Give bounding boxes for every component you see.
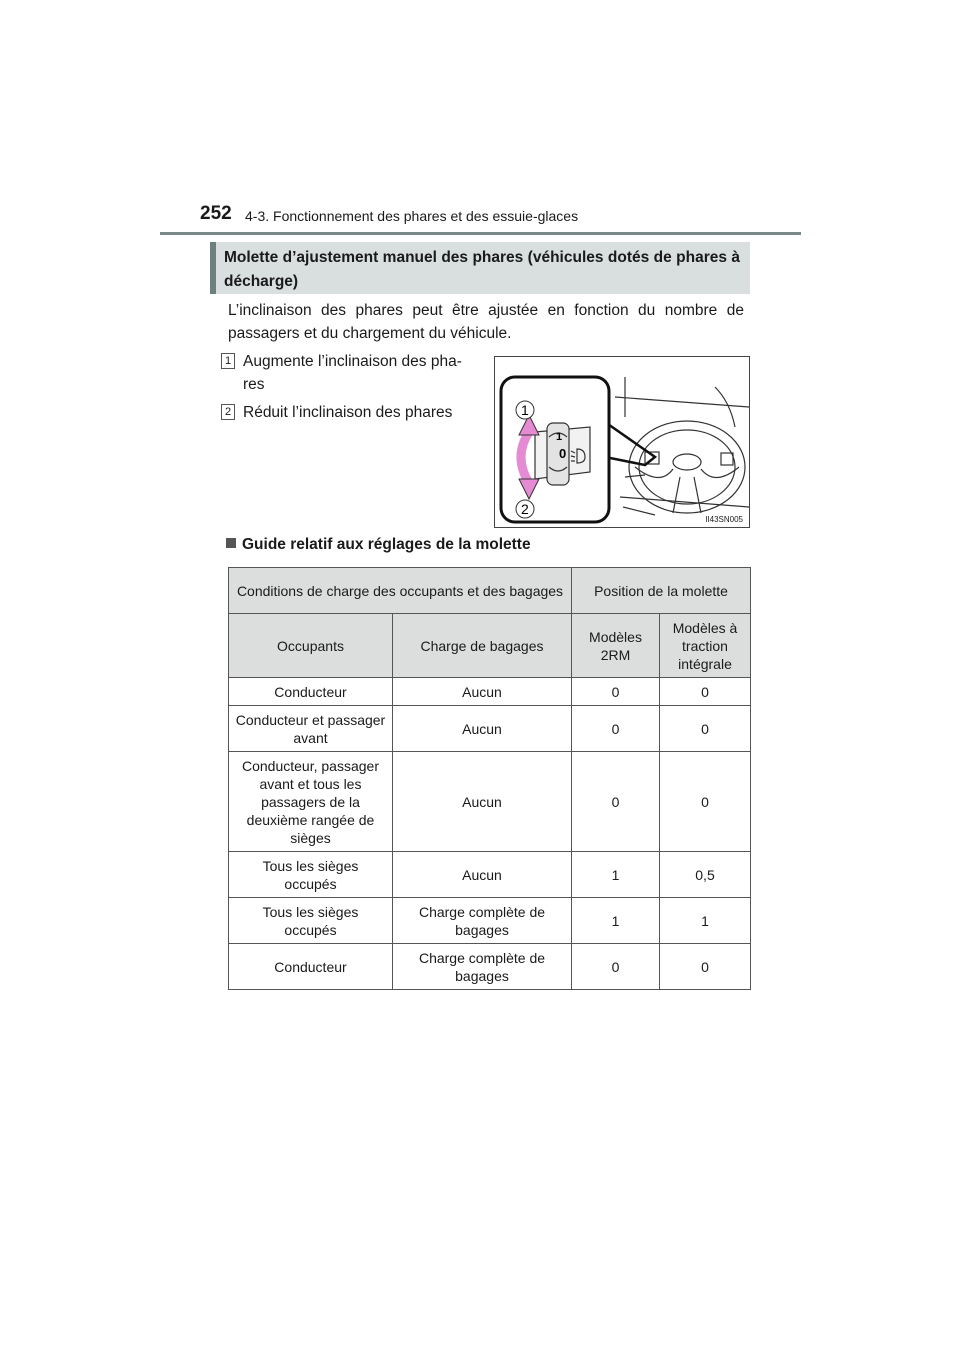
- item-1-line2: res: [243, 376, 265, 393]
- guide-title: Guide relatif aux réglages de la molette: [242, 536, 531, 553]
- section-title-box: [210, 242, 750, 294]
- cell-luggage: Aucun: [393, 852, 572, 898]
- table-row: [229, 678, 751, 706]
- table-row: [229, 898, 751, 944]
- chapter-header: 4-3. Fonctionnement des phares et des essuie-glaces: [245, 208, 579, 224]
- cell-2wd: 1: [572, 898, 660, 944]
- header-luggage: Charge de bagages: [393, 614, 572, 678]
- item-1-line1: Augmente l’inclinaison des pha-: [243, 353, 462, 370]
- cell-2wd: 0: [572, 752, 660, 852]
- table-row: [229, 752, 751, 852]
- cell-2wd: 0: [572, 678, 660, 706]
- cell-luggage: Aucun: [393, 706, 572, 752]
- dial-mark-0: 0: [559, 446, 567, 461]
- square-bullet-icon: [226, 538, 236, 548]
- cell-awd: 1: [660, 898, 751, 944]
- cell-occupants: Conducteur, passager avant et tous les passagers de la deuxième rangée de sièges: [229, 752, 393, 852]
- figure-code: II43SN005: [705, 515, 743, 524]
- cell-2wd: 0: [572, 944, 660, 990]
- cell-2wd: 1: [572, 852, 660, 898]
- headlight-dial-figure: [494, 356, 750, 528]
- cell-occupants: Tous les sièges occupés: [229, 852, 393, 898]
- cell-occupants: Conducteur et passager avant: [229, 706, 393, 752]
- cell-occupants: Conducteur: [229, 944, 393, 990]
- dial-settings-table: [228, 567, 751, 990]
- header-awd: Modèles à traction intégrale: [660, 614, 751, 678]
- header-conditions: Conditions de charge des occupants et des bagages: [229, 568, 572, 614]
- table-row: [229, 944, 751, 990]
- cell-luggage: Charge complète de bagages: [393, 898, 572, 944]
- cell-luggage: Charge complète de bagages: [393, 944, 572, 990]
- cell-awd: 0: [660, 752, 751, 852]
- page-number: 252: [200, 203, 232, 224]
- section-title: Molette d’ajustement manuel des phares (véhicules dotés de phares à décharge): [224, 249, 740, 290]
- dashboard-illustration: [495, 357, 749, 527]
- cell-awd: 0: [660, 706, 751, 752]
- cell-occupants: Conducteur: [229, 678, 393, 706]
- header-2wd: Modèles 2RM: [572, 614, 660, 678]
- item-2-line1: Réduit l’inclinaison des phares: [243, 404, 453, 421]
- guide-heading: [226, 536, 531, 554]
- cell-luggage: Aucun: [393, 752, 572, 852]
- cell-2wd: 0: [572, 706, 660, 752]
- callout-2: 2: [521, 501, 529, 517]
- header-divider: [160, 232, 801, 235]
- callout-1: 1: [521, 402, 529, 418]
- table-row: [229, 852, 751, 898]
- item-2-badge: 2: [221, 404, 235, 420]
- dial-mark-1: 1: [556, 431, 563, 443]
- cell-occupants: Tous les sièges occupés: [229, 898, 393, 944]
- item-1-badge: 1: [221, 353, 235, 369]
- table-header-row: [229, 568, 751, 614]
- intro-paragraph: L’inclinaison des phares peut être ajustée en fonction du nombre de passagers et du chargement du véhicule.: [228, 302, 744, 342]
- table-subheader-row: [229, 614, 751, 678]
- cell-luggage: Aucun: [393, 678, 572, 706]
- table-row: [229, 706, 751, 752]
- header-occupants: Occupants: [229, 614, 393, 678]
- header-position: Position de la molette: [572, 568, 751, 614]
- cell-awd: 0: [660, 678, 751, 706]
- cell-awd: 0: [660, 944, 751, 990]
- cell-awd: 0,5: [660, 852, 751, 898]
